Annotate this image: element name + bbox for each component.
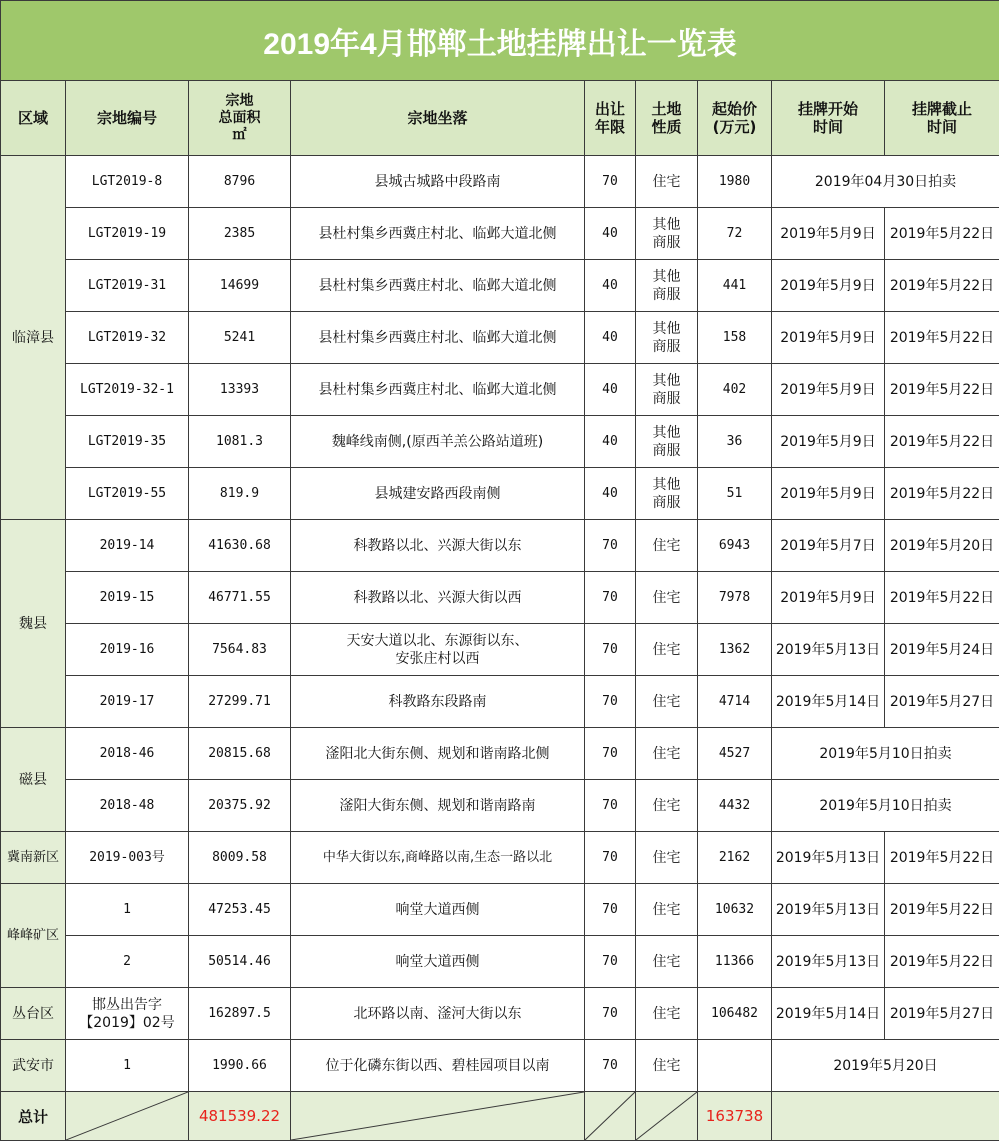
region-linzhang: 临漳县: [1, 156, 66, 520]
parcel-term: 40: [585, 260, 636, 312]
parcel-start: 2019年5月9日: [772, 260, 885, 312]
table-row: [1, 364, 999, 416]
parcel-auction-note: 2019年5月10日拍卖: [772, 728, 999, 780]
parcel-start: 2019年5月14日: [772, 988, 885, 1040]
parcel-end: 2019年5月22日: [885, 572, 999, 624]
header-price: [698, 81, 772, 156]
parcel-start: 2019年5月13日: [772, 884, 885, 936]
parcel-end: 2019年5月22日: [885, 468, 999, 520]
parcel-area: 1081.3: [189, 416, 291, 468]
parcel-end: 2019年5月22日: [885, 416, 999, 468]
parcel-location: 县杜村集乡西冀庄村北、临邺大道北侧: [291, 364, 585, 416]
parcel-end: 2019年5月27日: [885, 676, 999, 728]
parcel-price: [698, 1040, 772, 1092]
total-empty-location: [291, 1092, 585, 1141]
parcel-term: 70: [585, 936, 636, 988]
parcel-term: 70: [585, 156, 636, 208]
table-row: [1, 884, 999, 936]
table-title: 2019年4月邯郸土地挂牌出让一览表: [1, 1, 999, 81]
header-area: [189, 81, 291, 156]
parcel-area: 13393: [189, 364, 291, 416]
parcel-term: 70: [585, 780, 636, 832]
parcel-term: 70: [585, 572, 636, 624]
parcel-term: 70: [585, 676, 636, 728]
table-row: [1, 156, 999, 208]
parcel-end: 2019年5月22日: [885, 260, 999, 312]
parcel-location: [291, 624, 585, 676]
parcel-location: 北环路以南、滏河大街以东: [291, 988, 585, 1040]
parcel-area: 47253.45: [189, 884, 291, 936]
table-row: [1, 416, 999, 468]
parcel-area: 20815.68: [189, 728, 291, 780]
parcel-end: 2019年5月27日: [885, 988, 999, 1040]
parcel-use: 住宅: [636, 676, 698, 728]
parcel-term: 70: [585, 884, 636, 936]
parcel-no: [66, 988, 189, 1040]
total-area: 481539.22: [189, 1092, 291, 1141]
parcel-no: 1: [66, 884, 189, 936]
parcel-no: LGT2019-8: [66, 156, 189, 208]
table-row: [1, 312, 999, 364]
table-row: [1, 780, 999, 832]
region-jinan: 冀南新区: [1, 832, 66, 884]
diagonal-line: [66, 1092, 188, 1140]
parcel-end: 2019年5月22日: [885, 832, 999, 884]
table-row: [1, 624, 999, 676]
parcel-price: 36: [698, 416, 772, 468]
parcel-term: 70: [585, 520, 636, 572]
parcel-price: 1980: [698, 156, 772, 208]
parcel-use: 住宅: [636, 520, 698, 572]
total-empty-term: [585, 1092, 636, 1141]
parcel-use: 住宅: [636, 624, 698, 676]
parcel-location: 滏阳大街东侧、规划和谐南路南: [291, 780, 585, 832]
table-row: [1, 936, 999, 988]
region-wuan: 武安市: [1, 1040, 66, 1092]
region-cixian: 磁县: [1, 728, 66, 832]
header-end: [885, 81, 999, 156]
table-row: [1, 1040, 999, 1092]
parcel-start: 2019年5月7日: [772, 520, 885, 572]
parcel-start: 2019年5月9日: [772, 572, 885, 624]
parcel-use: 住宅: [636, 988, 698, 1040]
parcel-price: 4714: [698, 676, 772, 728]
parcel-start: 2019年5月9日: [772, 468, 885, 520]
table-row: [1, 208, 999, 260]
header-start: [772, 81, 885, 156]
parcel-price: 11366: [698, 936, 772, 988]
parcel-start: 2019年5月13日: [772, 624, 885, 676]
total-empty-use: [636, 1092, 698, 1141]
parcel-end: 2019年5月22日: [885, 208, 999, 260]
parcel-term: 40: [585, 208, 636, 260]
total-price: 163738: [698, 1092, 772, 1141]
parcel-no: LGT2019-35: [66, 416, 189, 468]
parcel-term: 40: [585, 468, 636, 520]
parcel-term: 40: [585, 312, 636, 364]
parcel-location: 县城建安路西段南侧: [291, 468, 585, 520]
parcel-no: 2: [66, 936, 189, 988]
parcel-area: 20375.92: [189, 780, 291, 832]
parcel-area: 8796: [189, 156, 291, 208]
parcel-area: 7564.83: [189, 624, 291, 676]
table-row: [1, 260, 999, 312]
parcel-auction-note: 2019年5月10日拍卖: [772, 780, 999, 832]
parcel-price: 4432: [698, 780, 772, 832]
header-term-l1: 出让: [594, 100, 625, 118]
parcel-price: 6943: [698, 520, 772, 572]
parcel-use: 住宅: [636, 884, 698, 936]
parcel-no-l2: 【2019】02号: [79, 1014, 175, 1031]
parcel-location-l2: 安张庄村以西: [395, 650, 480, 667]
parcel-use: 其他商服: [636, 416, 698, 468]
title-row: [1, 1, 999, 81]
parcel-use: 其他商服: [636, 208, 698, 260]
header-end-l1: 挂牌截止: [912, 100, 973, 118]
parcel-location: 魏峰线南侧,(原西羊羔公路站道班): [291, 416, 585, 468]
header-term: [585, 81, 636, 156]
parcel-start: 2019年5月14日: [772, 676, 885, 728]
parcel-term: 70: [585, 728, 636, 780]
total-empty-parcel-no: [66, 1092, 189, 1141]
region-fengfeng: 峰峰矿区: [1, 884, 66, 988]
parcel-location: 县杜村集乡西冀庄村北、临邺大道北侧: [291, 260, 585, 312]
parcel-use: 其他商服: [636, 468, 698, 520]
parcel-start: 2019年5月9日: [772, 364, 885, 416]
parcel-price: 4527: [698, 728, 772, 780]
parcel-use: 住宅: [636, 728, 698, 780]
parcel-area: 27299.71: [189, 676, 291, 728]
parcel-location: 滏阳北大街东侧、规划和谐南路北侧: [291, 728, 585, 780]
parcel-no: LGT2019-19: [66, 208, 189, 260]
parcel-price: 72: [698, 208, 772, 260]
table-row: [1, 468, 999, 520]
parcel-location-l1: 天安大道以北、东源街以东、: [346, 632, 529, 649]
parcel-price: 158: [698, 312, 772, 364]
parcel-end: 2019年5月22日: [885, 936, 999, 988]
parcel-no: 2019-15: [66, 572, 189, 624]
parcel-area: 1990.66: [189, 1040, 291, 1092]
header-price-l1: 起始价: [711, 100, 757, 118]
table-row: [1, 832, 999, 884]
header-area-l1: 宗地: [225, 92, 254, 109]
diagonal-line: [585, 1092, 635, 1140]
parcel-start: 2019年5月13日: [772, 832, 885, 884]
parcel-location: 县杜村集乡西冀庄村北、临邺大道北侧: [291, 208, 585, 260]
parcel-end: 2019年5月22日: [885, 884, 999, 936]
header-parcel-no: 宗地编号: [66, 81, 189, 156]
header-row: [1, 81, 999, 156]
parcel-no: 2019-003号: [66, 832, 189, 884]
header-area-l3: ㎡: [232, 126, 247, 143]
parcel-price: 106482: [698, 988, 772, 1040]
parcel-area: 41630.68: [189, 520, 291, 572]
parcel-auction-note: 2019年5月20日: [772, 1040, 999, 1092]
parcel-location: 县城古城路中段路南: [291, 156, 585, 208]
parcel-price: 51: [698, 468, 772, 520]
total-row: [1, 1092, 999, 1141]
header-area-l2: 总面积: [218, 109, 261, 126]
parcel-location: 位于化磷东街以西、碧桂园项目以南: [291, 1040, 585, 1092]
parcel-use: 住宅: [636, 156, 698, 208]
parcel-term: 40: [585, 364, 636, 416]
parcel-location: 县杜村集乡西冀庄村北、临邺大道北侧: [291, 312, 585, 364]
parcel-use: 住宅: [636, 780, 698, 832]
diagonal-line: [636, 1092, 697, 1140]
parcel-start: 2019年5月9日: [772, 312, 885, 364]
parcel-term: 70: [585, 832, 636, 884]
parcel-location: 科教路以北、兴源大街以东: [291, 520, 585, 572]
region-congtai: 丛台区: [1, 988, 66, 1040]
header-region: 区域: [1, 81, 66, 156]
parcel-no: 1: [66, 1040, 189, 1092]
parcel-use: 住宅: [636, 572, 698, 624]
parcel-end: 2019年5月22日: [885, 312, 999, 364]
parcel-use: 其他商服: [636, 312, 698, 364]
parcel-area: 5241: [189, 312, 291, 364]
parcel-location: 中华大街以东,商峰路以南,生态一路以北: [291, 832, 585, 884]
parcel-no: 2018-46: [66, 728, 189, 780]
parcel-no: LGT2019-55: [66, 468, 189, 520]
parcel-location: 响堂大道西侧: [291, 884, 585, 936]
parcel-area: 819.9: [189, 468, 291, 520]
parcel-location: 科教路东段路南: [291, 676, 585, 728]
parcel-use: 住宅: [636, 1040, 698, 1092]
parcel-no: LGT2019-32: [66, 312, 189, 364]
table-row: [1, 728, 999, 780]
total-empty-dates: [772, 1092, 999, 1141]
parcel-term: 70: [585, 624, 636, 676]
parcel-price: 2162: [698, 832, 772, 884]
header-use-l1: 土地: [651, 100, 682, 118]
parcel-area: 14699: [189, 260, 291, 312]
parcel-start: 2019年5月9日: [772, 416, 885, 468]
parcel-use: 住宅: [636, 936, 698, 988]
parcel-location: 科教路以北、兴源大街以西: [291, 572, 585, 624]
parcel-price: 7978: [698, 572, 772, 624]
parcel-no: 2019-17: [66, 676, 189, 728]
parcel-no: 2019-16: [66, 624, 189, 676]
header-term-l2: 年限: [594, 118, 625, 136]
header-start-l2: 时间: [812, 118, 843, 136]
parcel-use: 其他商服: [636, 260, 698, 312]
region-weixian: 魏县: [1, 520, 66, 728]
parcel-no: LGT2019-32-1: [66, 364, 189, 416]
parcel-location: 响堂大道西侧: [291, 936, 585, 988]
parcel-term: 70: [585, 1040, 636, 1092]
total-label: 总计: [1, 1092, 66, 1141]
parcel-no: LGT2019-31: [66, 260, 189, 312]
header-use: [636, 81, 698, 156]
header-start-l1: 挂牌开始: [797, 100, 858, 118]
parcel-price: 402: [698, 364, 772, 416]
header-location: 宗地坐落: [291, 81, 585, 156]
header-price-l2: (万元): [712, 118, 757, 136]
parcel-end: 2019年5月20日: [885, 520, 999, 572]
parcel-area: 162897.5: [189, 988, 291, 1040]
parcel-term: 40: [585, 416, 636, 468]
parcel-area: 2385: [189, 208, 291, 260]
parcel-start: 2019年5月9日: [772, 208, 885, 260]
header-end-l2: 时间: [927, 118, 958, 136]
parcel-no: 2018-48: [66, 780, 189, 832]
parcel-no-l1: 邯丛出告字: [92, 996, 162, 1013]
parcel-use: 其他商服: [636, 364, 698, 416]
parcel-term: 70: [585, 988, 636, 1040]
parcel-auction-note: 2019年04月30日拍卖: [772, 156, 999, 208]
table-row: [1, 572, 999, 624]
parcel-price: 441: [698, 260, 772, 312]
parcel-price: 1362: [698, 624, 772, 676]
table-row: [1, 988, 999, 1040]
parcel-start: 2019年5月13日: [772, 936, 885, 988]
parcel-area: 50514.46: [189, 936, 291, 988]
table-row: [1, 676, 999, 728]
parcel-no: 2019-14: [66, 520, 189, 572]
parcel-use: 住宅: [636, 832, 698, 884]
parcel-end: 2019年5月22日: [885, 364, 999, 416]
parcel-end: 2019年5月24日: [885, 624, 999, 676]
diagonal-line: [291, 1092, 584, 1140]
parcel-area: 8009.58: [189, 832, 291, 884]
parcel-area: 46771.55: [189, 572, 291, 624]
table-row: [1, 520, 999, 572]
parcel-price: 10632: [698, 884, 772, 936]
header-use-l2: 性质: [651, 118, 682, 136]
